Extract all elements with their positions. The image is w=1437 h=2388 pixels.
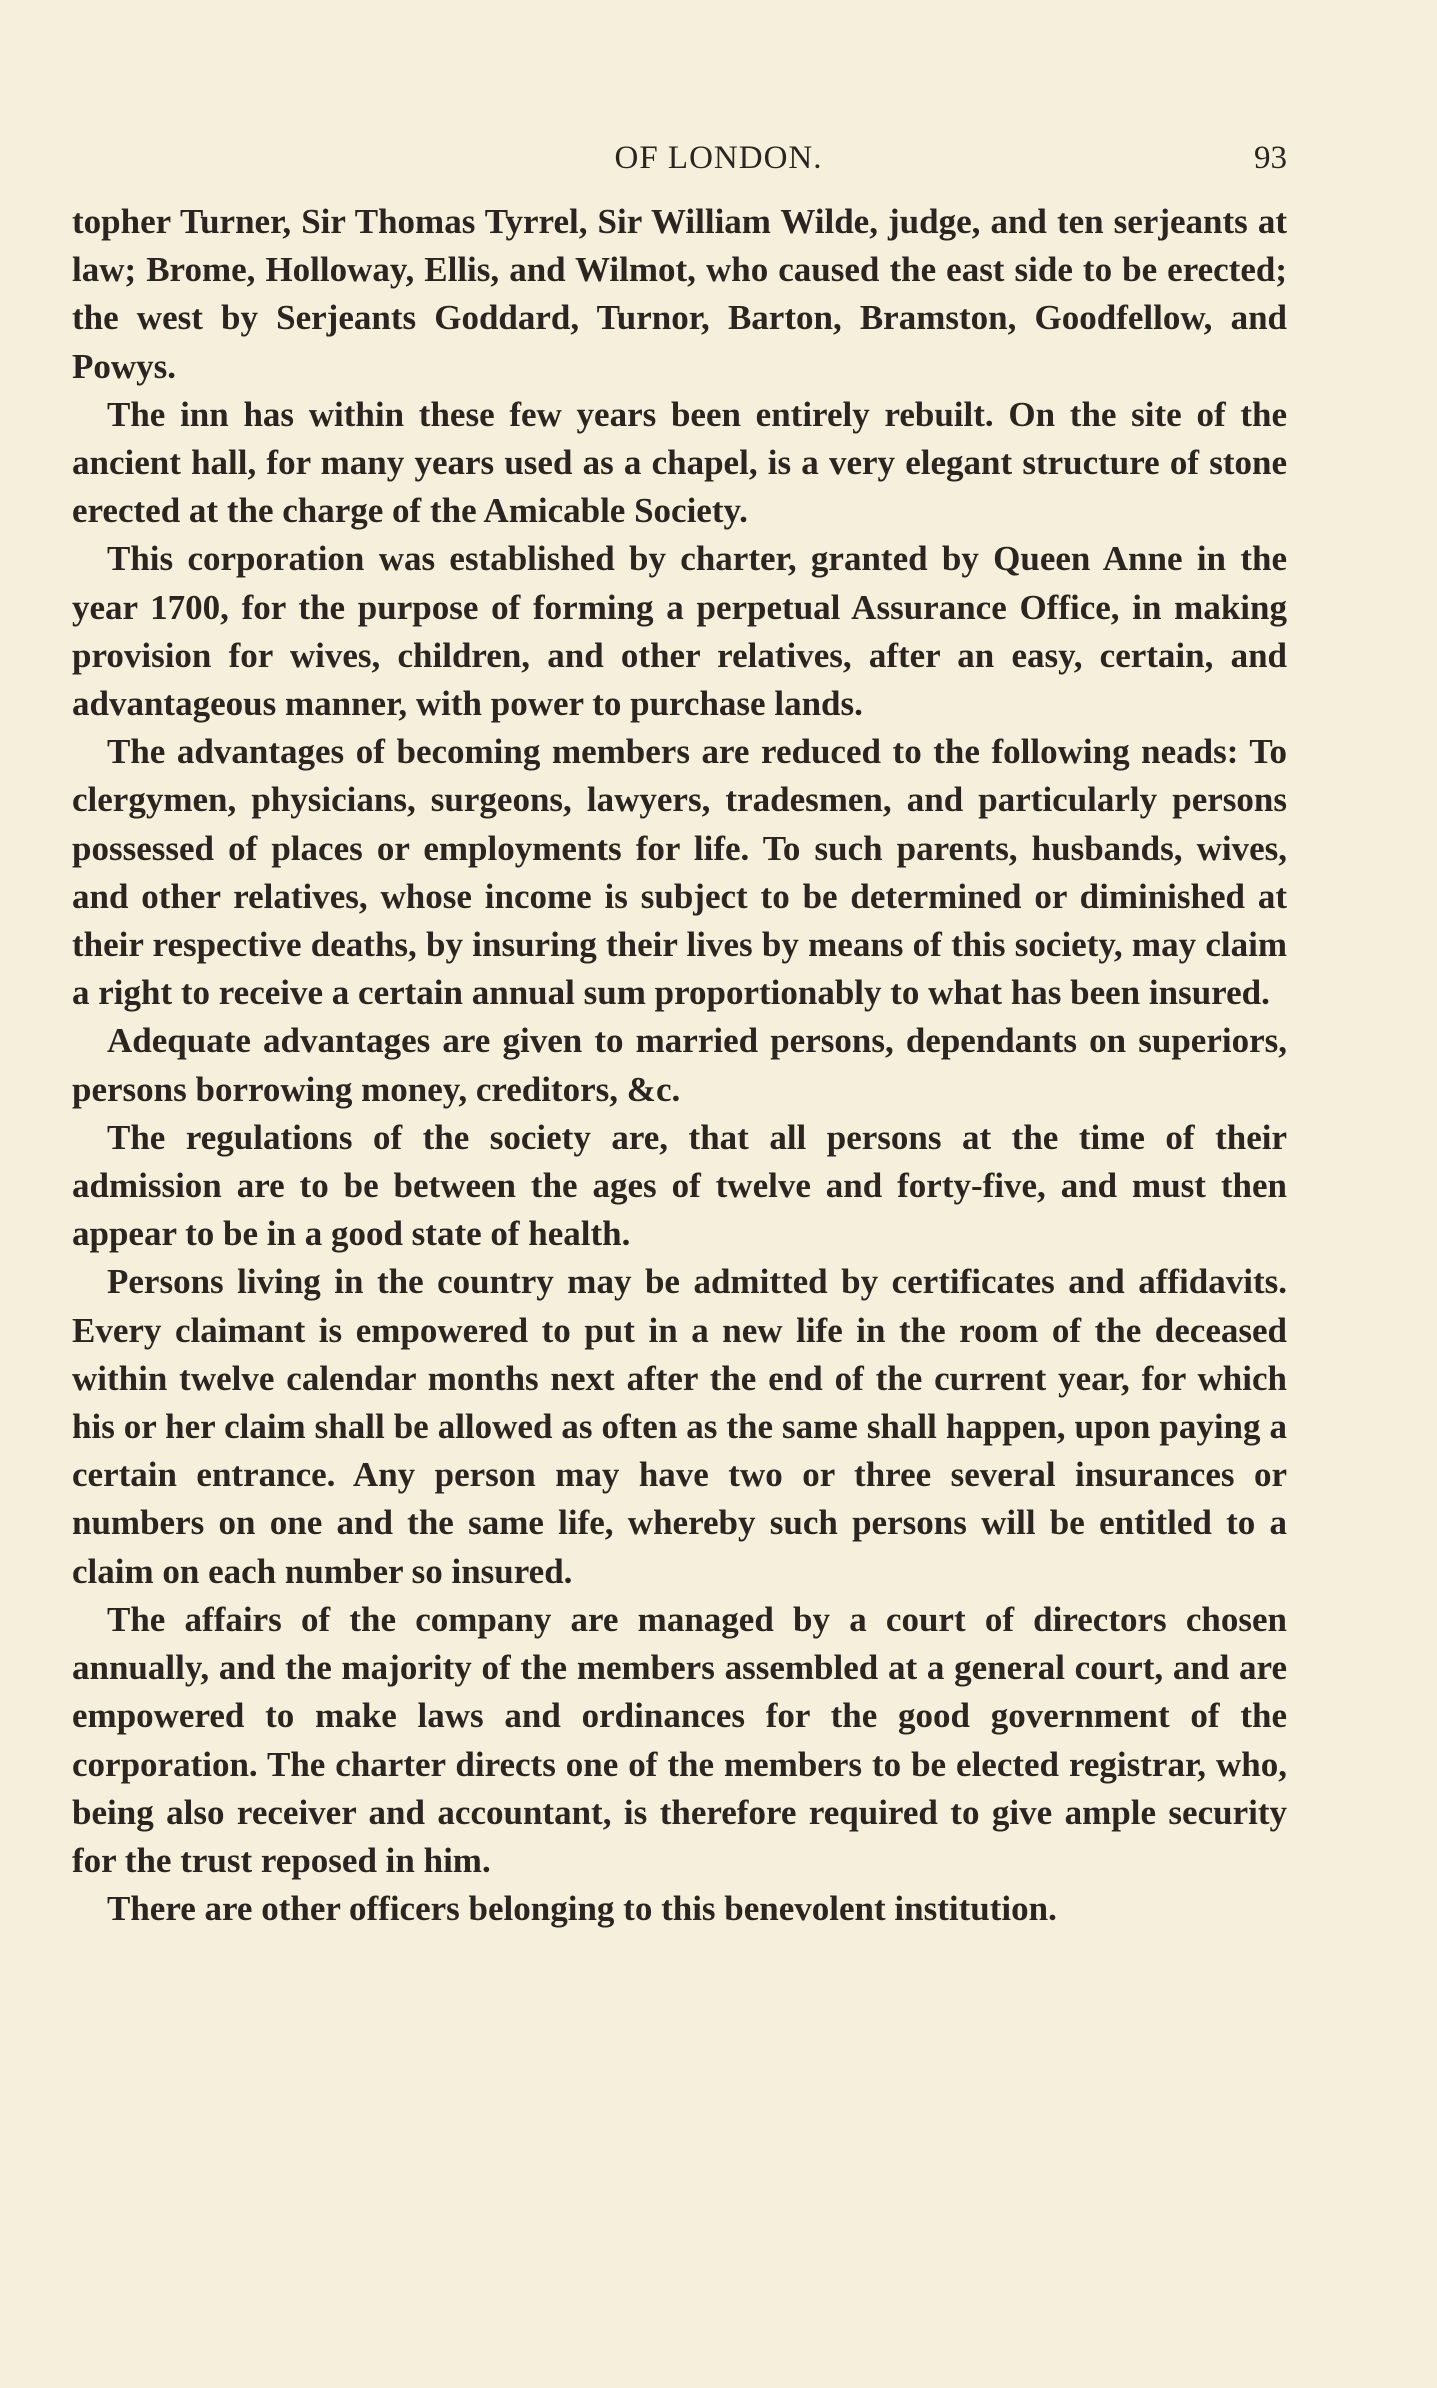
page-number: 93 (1254, 140, 1287, 176)
paragraph: Adequate advantages are given to married persons, dependants on superiors, persons borrowing money, creditors, &c. (72, 1021, 1287, 1109)
paragraph: The advantages of becoming members are reduced to the following neads: To clergymen, physicians, surgeons, lawyers, tradesmen, and particularly persons possessed of places or employments for life. To such parents, husbands, wives, and other relatives, whose income is subject to be determined or diminished at their respective deaths, by insuring their lives by means of this society, may claim a right to receive a certain annual sum proportionably to what has been insured. (72, 732, 1287, 1013)
paragraph: Persons living in the country may be admitted by certificates and affidavits. Every claimant is empowered to put in a new life in the room of the deceased within twelve calendar months next after the end of the current year, for which his or her claim shall be allowed as often as the same shall happen, upon paying a certain entrance. Any person may have two or three several insurances or numbers on one and the same life, whereby such persons will be entitled to a claim on each number so insured. (72, 1262, 1287, 1591)
paragraph: The regulations of the society are, that all persons at the time of their admission are to be between the ages of twelve and forty-five, and must then appear to be in a good state of health. (72, 1117, 1287, 1254)
paragraph: The affairs of the company are managed by a court of directors chosen annually, and the majority of the members assembled at a general court, and are empowered to make laws and ordinances for the good government of the corporation. The charter directs one of the members to be elected registrar, who, being also receiver and accountant, is therefore required to give ample security for the trust reposed in him. (72, 1599, 1287, 1880)
paragraph: This corporation was established by charter, granted by Queen Anne in the year 1700, for the purpose of forming a perpetual Assurance Office, in making provision for wives, children, and other relatives, after an easy, certain, and advantageous manner, with power to purchase lands. (72, 539, 1287, 724)
running-title: OF LONDON. (614, 140, 823, 176)
paragraph: There are other officers belonging to this benevolent institution. (107, 1889, 1057, 1929)
running-head (0, 140, 1437, 180)
paragraph: The inn has within these few years been entirely rebuilt. On the site of the ancient hall, for many years used as a chapel, is a very elegant structure of stone erected at the charge of the Amicable Society. (72, 394, 1287, 531)
body-text (72, 198, 1287, 1933)
paragraph: topher Turner, Sir Thomas Tyrrel, Sir William Wilde, judge, and ten serjeants at law; Brome, Holloway, Ellis, and Wilmot, who caused the east side to be erected; the west by Serjeants Goddard, Turnor, Barton, Bramston, Goodfellow, and Powys. (72, 202, 1287, 386)
